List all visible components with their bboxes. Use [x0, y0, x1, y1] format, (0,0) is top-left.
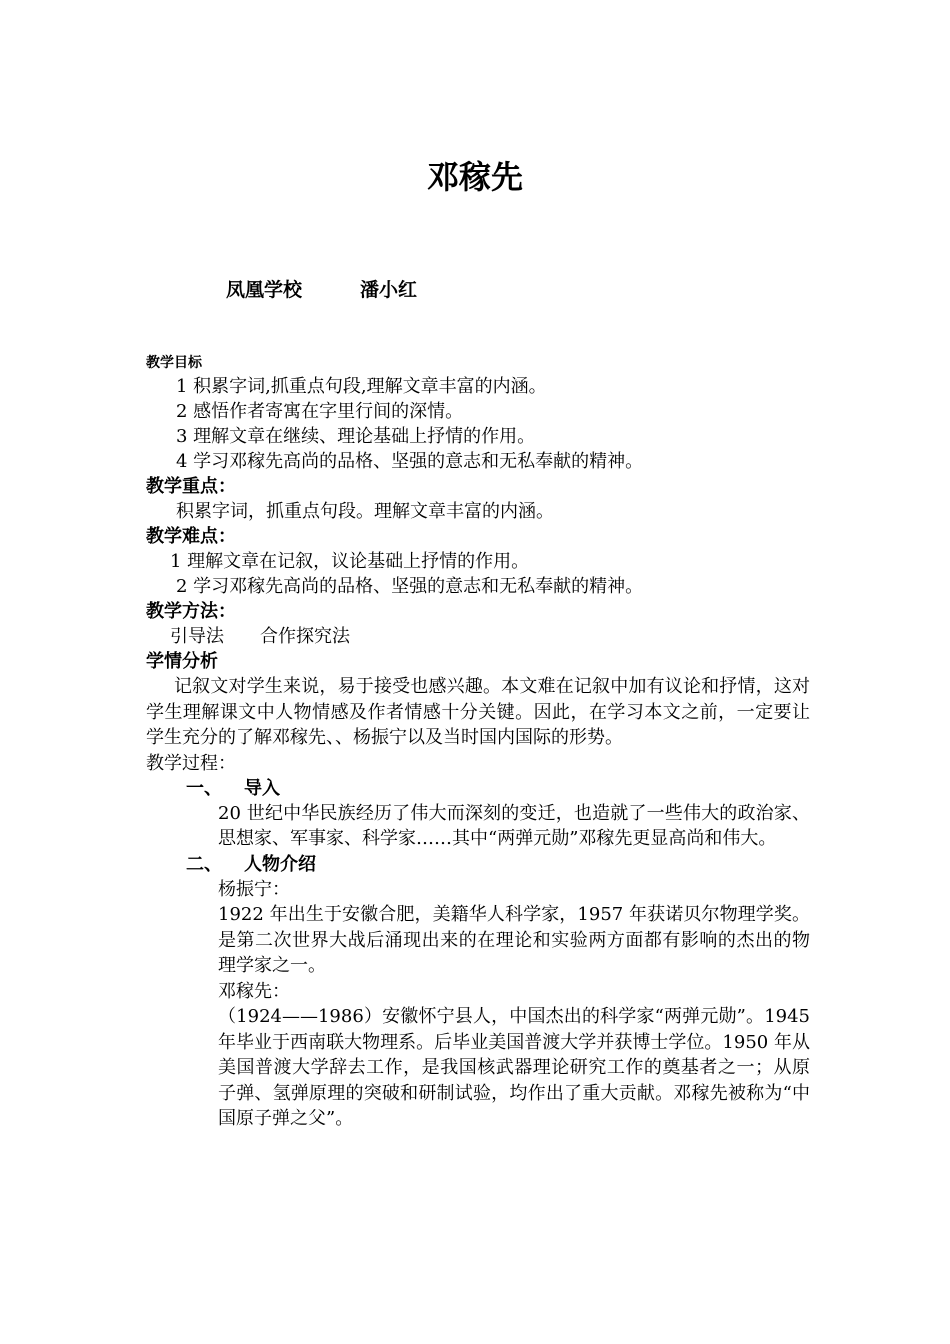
- objective-item: 1 积累字词,抓重点句段,理解文章丰富的内涵。: [176, 376, 547, 397]
- intro-text: 20 世纪中华民族经历了伟大而深刻的变迁，也造就了一些伟大的政治家、思想家、军事家、科学家……其中“两弹元勋”邓稼先更显高尚和伟大。: [218, 802, 810, 849]
- document-title: 邓稼先: [426, 158, 523, 196]
- analysis-text: 记叙文对学生来说，易于接受也感兴趣。本文难在记叙中加有议论和抒情，这对学生理解课文中人物情感及作者情感十分关键。因此，在学习本文之前，一定要让学生充分的了解邓稼先、、杨振宁以及当时国内国际的形势。: [146, 676, 810, 748]
- document-body: [146, 352, 810, 1132]
- author-name: 潘小红: [360, 279, 418, 301]
- objective-item: 4 学习邓稼先高尚的品格、坚强的意志和无私奉献的精神。: [176, 451, 644, 472]
- difficulties-heading: 教学难点：: [146, 526, 236, 547]
- deng-text: （1924——1986）安徽怀宁县人，中国杰出的科学家“两弹元勋”。1945 年毕业于西南联大物理系。后毕业美国普渡大学并获博士学位。1950 年从美国普渡大学辞去工作，是我国核武器理论研究工作的奠基者之一；从原子弹、氢弹原理的突破和研制试验，均作出了重大贡献。邓稼先被称为“中国原子弹之父”。: [218, 1006, 810, 1129]
- author-school: 凤凰学校: [226, 279, 303, 301]
- section-title: 导入: [244, 777, 280, 799]
- section-heading-intro: [146, 776, 810, 801]
- key-points-heading: 教学重点：: [146, 476, 236, 497]
- section-heading-people: [146, 852, 810, 877]
- section-number: 一、: [186, 777, 222, 799]
- yang-label: 杨振宁：: [218, 878, 290, 900]
- difficulty-item: 1 理解文章在记叙，议论基础上抒情的作用。: [170, 551, 530, 572]
- objectives-heading: 教学目标: [146, 355, 202, 371]
- yang-text: 1922 年出生于安徽合肥，美籍华人科学家，1957 年获诺贝尔物理学奖。是第二次世界大战后涌现出来的在理论和实验两方面都有影响的杰出的物理学家之一。: [218, 904, 810, 976]
- objective-item: 3 理解文章在继续、理论基础上抒情的作用。: [176, 426, 536, 447]
- section-number: 二、: [186, 853, 222, 875]
- deng-label: 邓稼先：: [218, 980, 290, 1002]
- difficulty-item: 2 学习邓稼先高尚的品格、坚强的意志和无私奉献的精神。: [176, 576, 644, 597]
- key-points-text: 积累字词，抓重点句段。理解文章丰富的内涵。: [176, 501, 554, 522]
- section-title: 人物介绍: [244, 853, 316, 875]
- author-line: [226, 276, 417, 304]
- methods-text: 引导法 合作探究法: [170, 626, 350, 647]
- process-heading: 教学过程：: [146, 752, 236, 774]
- objective-item: 2 感悟作者寄寓在字里行间的深情。: [176, 401, 464, 422]
- analysis-heading: 学情分析: [146, 651, 218, 672]
- methods-heading: 教学方法：: [146, 601, 236, 622]
